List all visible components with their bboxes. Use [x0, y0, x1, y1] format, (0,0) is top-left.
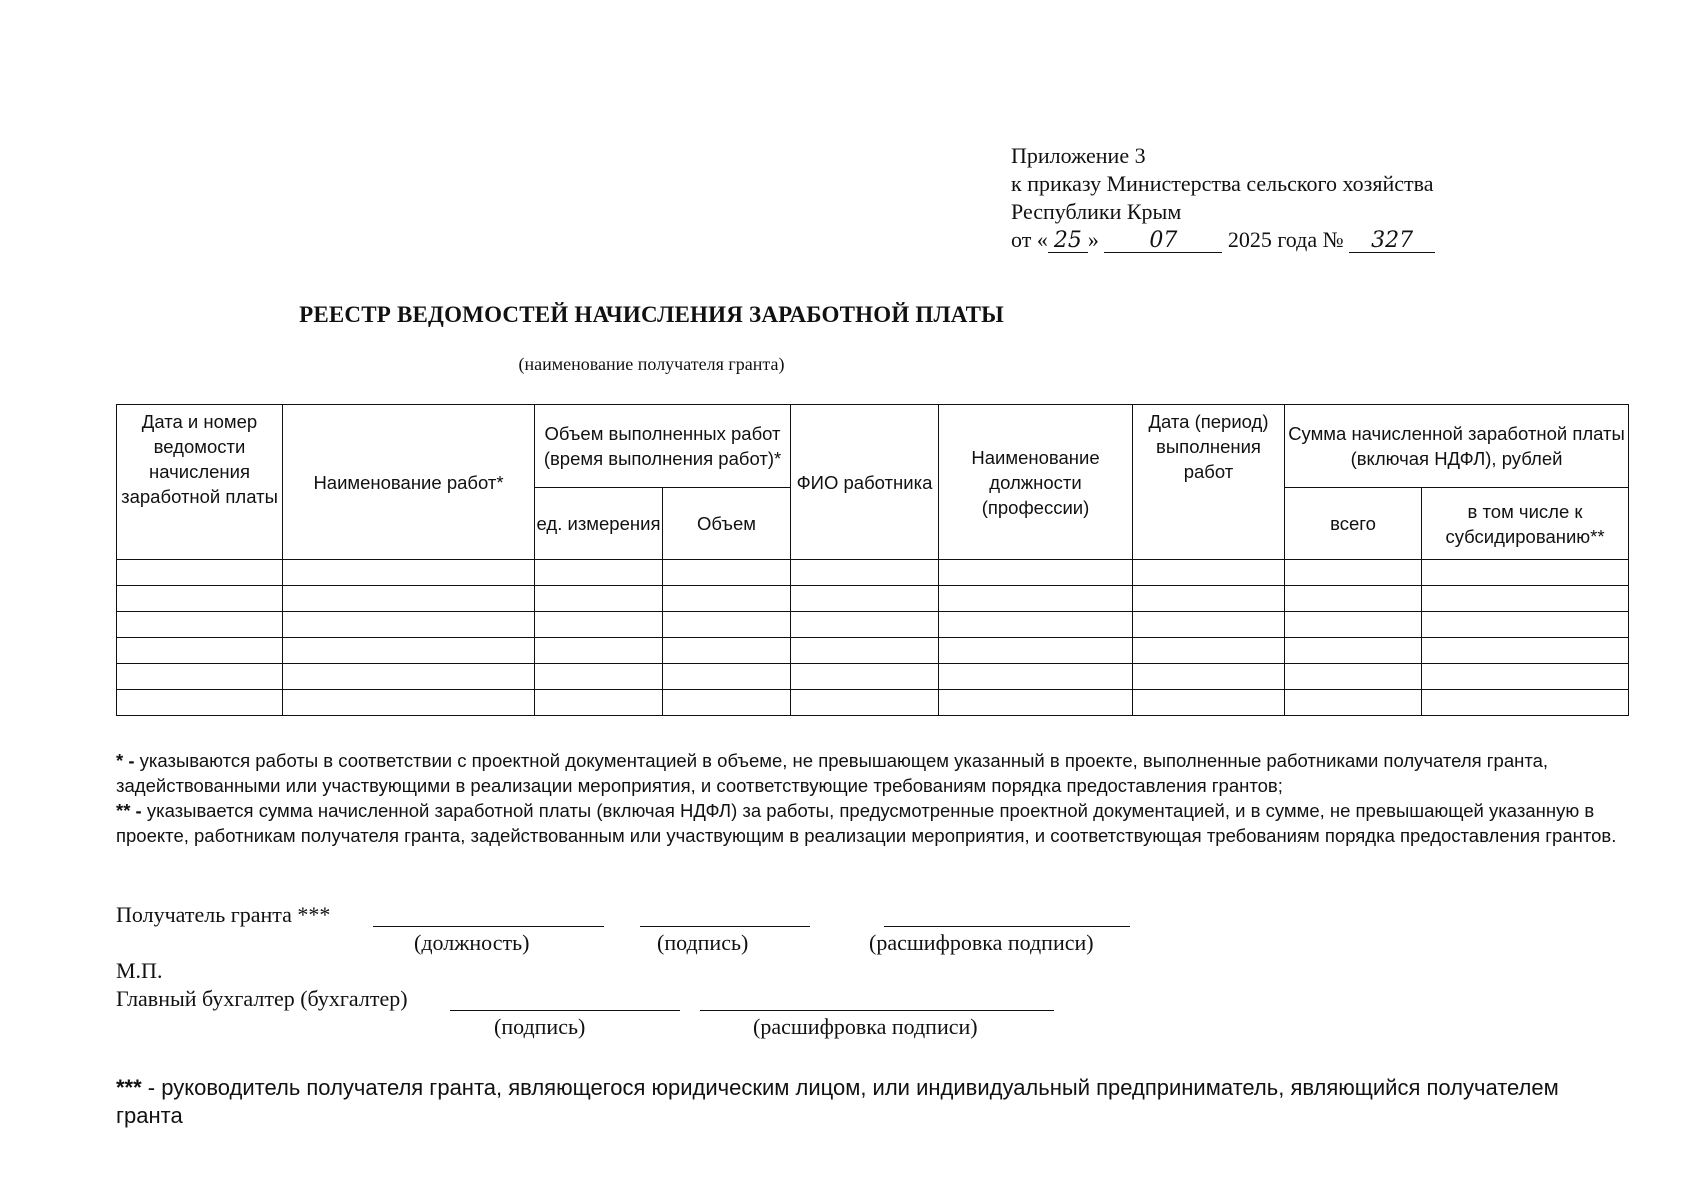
- accountant-signature-line: [450, 1010, 680, 1011]
- table-cell: [1422, 560, 1629, 586]
- note-1: [116, 748, 1631, 798]
- table-cell: [535, 664, 663, 690]
- footnote-mark: ***: [116, 1075, 142, 1100]
- accountant-decode-line: [700, 1010, 1054, 1011]
- table-cell: [663, 690, 791, 716]
- table-row: [117, 612, 1629, 638]
- table-cell: [1133, 664, 1285, 690]
- appendix-order-ref: к приказу Министерства сельского хозяйства: [1011, 171, 1434, 196]
- table-cell: [791, 612, 939, 638]
- handwritten-month: 07: [1104, 230, 1222, 253]
- table-cell: [791, 638, 939, 664]
- document-subtitle: (наименование получателя гранта): [518, 354, 785, 374]
- table-cell: [283, 612, 535, 638]
- footnote: [116, 1074, 1631, 1130]
- appendix-block: [1011, 142, 1435, 254]
- table-cell: [791, 690, 939, 716]
- table-cell: [1285, 560, 1422, 586]
- header-subsidy: в том числе к субсидированию**: [1422, 488, 1629, 560]
- table-cell: [117, 664, 283, 690]
- date-mid: »: [1087, 227, 1099, 252]
- caption-decode: (расшифровка подписи): [869, 930, 1094, 955]
- document-title: РЕЕСТР ВЕДОМОСТЕЙ НАЧИСЛЕНИЯ ЗАРАБОТНОЙ ПЛАТЫ: [299, 302, 1004, 327]
- note-2: [116, 798, 1631, 848]
- table-cell: [939, 560, 1133, 586]
- table-cell: [1422, 612, 1629, 638]
- header-date: Дата и номер ведомости начисления заработной платы: [117, 405, 283, 560]
- table-cell: [1133, 690, 1285, 716]
- table-row: [117, 560, 1629, 586]
- caption-signature-2: (подпись): [494, 1014, 586, 1039]
- table-cell: [117, 560, 283, 586]
- appendix-title: Приложение 3: [1011, 143, 1146, 168]
- table-cell: [791, 664, 939, 690]
- footnote-text: - руководитель получателя гранта, являющегося юридическим лицом, или индивидуальный предприниматель, являющийся получателем гранта: [116, 1075, 1559, 1128]
- table-cell: [283, 690, 535, 716]
- table-cell: [1133, 638, 1285, 664]
- header-unit: ед. измерения: [535, 488, 663, 560]
- table-cell: [117, 690, 283, 716]
- table-cell: [1285, 664, 1422, 690]
- table-cell: [791, 586, 939, 612]
- table-cell: [1422, 586, 1629, 612]
- table-cell: [535, 586, 663, 612]
- recipient-signature-line: [640, 926, 810, 927]
- table-row: [117, 664, 1629, 690]
- header-position: Наименование должности (профессии): [939, 405, 1133, 560]
- table-row: [117, 690, 1629, 716]
- table-row: [117, 586, 1629, 612]
- accountant-label: Главный бухгалтер (бухгалтер): [116, 986, 408, 1011]
- table-cell: [283, 586, 535, 612]
- table-cell: [939, 612, 1133, 638]
- header-sum: Сумма начисленной заработной платы (включая НДФЛ), рублей: [1285, 405, 1629, 488]
- table-cell: [663, 612, 791, 638]
- table-cell: [117, 612, 283, 638]
- table-cell: [117, 638, 283, 664]
- table-cell: [283, 560, 535, 586]
- table-cell: [1285, 612, 1422, 638]
- date-year: 2025 года №: [1227, 227, 1344, 252]
- recipient-label: Получатель гранта ***: [116, 902, 331, 927]
- table-cell: [535, 638, 663, 664]
- table-cell: [1422, 664, 1629, 690]
- table-row: [117, 638, 1629, 664]
- table-cell: [1133, 560, 1285, 586]
- stamp-place: М.П.: [116, 958, 163, 983]
- table-notes: [116, 748, 1631, 848]
- table-cell: [663, 586, 791, 612]
- table-cell: [939, 690, 1133, 716]
- note-2-text: указывается сумма начисленной заработной платы (включая НДФЛ) за работы, предусмотренные проектной документацией, и в сумме, не превышающей указанную в проекте, работникам получателя гранта, задействованным или участвующим в реализации мероприятия, и соответствующая требованиям порядка предоставления грантов.: [116, 800, 1617, 846]
- handwritten-order-number: 327: [1349, 230, 1435, 253]
- table-cell: [939, 638, 1133, 664]
- table-cell: [663, 638, 791, 664]
- header-total: всего: [1285, 488, 1422, 560]
- table-cell: [1422, 638, 1629, 664]
- table-cell: [1285, 690, 1422, 716]
- header-amount: Объем: [663, 488, 791, 560]
- table-cell: [1422, 690, 1629, 716]
- header-volume: Объем выполненных работ (время выполнения работ)*: [535, 405, 791, 488]
- appendix-region: Республики Крым: [1011, 199, 1182, 224]
- recipient-position-line: [373, 926, 604, 927]
- table-cell: [791, 560, 939, 586]
- table-cell: [535, 690, 663, 716]
- table-cell: [535, 612, 663, 638]
- table-cell: [283, 638, 535, 664]
- table-cell: [1133, 586, 1285, 612]
- table-cell: [663, 664, 791, 690]
- note-1-text: указываются работы в соответствии с проектной документацией в объеме, не превышающем указанный в проекте, выполненные работниками получателя гранта, задействованными или участвующими в реализации мероприятия, и соответствующие требованиям порядка предоставления грантов;: [116, 750, 1549, 796]
- table-cell: [1285, 586, 1422, 612]
- note-1-mark: * -: [116, 750, 135, 771]
- table-cell: [535, 560, 663, 586]
- appendix-date-line: [1011, 226, 1435, 254]
- date-prefix: от «: [1011, 227, 1048, 252]
- table-header-row-1: [117, 405, 1629, 488]
- caption-signature: (подпись): [657, 930, 749, 955]
- note-2-mark: ** -: [116, 800, 142, 821]
- header-fio: ФИО работника: [791, 405, 939, 560]
- table-cell: [283, 664, 535, 690]
- table-cell: [663, 560, 791, 586]
- header-period: Дата (период) выполнения работ: [1133, 405, 1285, 560]
- table-cell: [939, 586, 1133, 612]
- recipient-decode-line: [884, 926, 1130, 927]
- table-cell: [117, 586, 283, 612]
- table-cell: [1133, 612, 1285, 638]
- caption-position: (должность): [414, 930, 530, 955]
- table-cell: [939, 664, 1133, 690]
- table-cell: [1285, 638, 1422, 664]
- header-works: Наименование работ*: [283, 405, 535, 560]
- table-body: [117, 560, 1629, 716]
- register-table: [116, 404, 1629, 716]
- handwritten-day: 25: [1048, 230, 1088, 253]
- caption-decode-2: (расшифровка подписи): [753, 1014, 978, 1039]
